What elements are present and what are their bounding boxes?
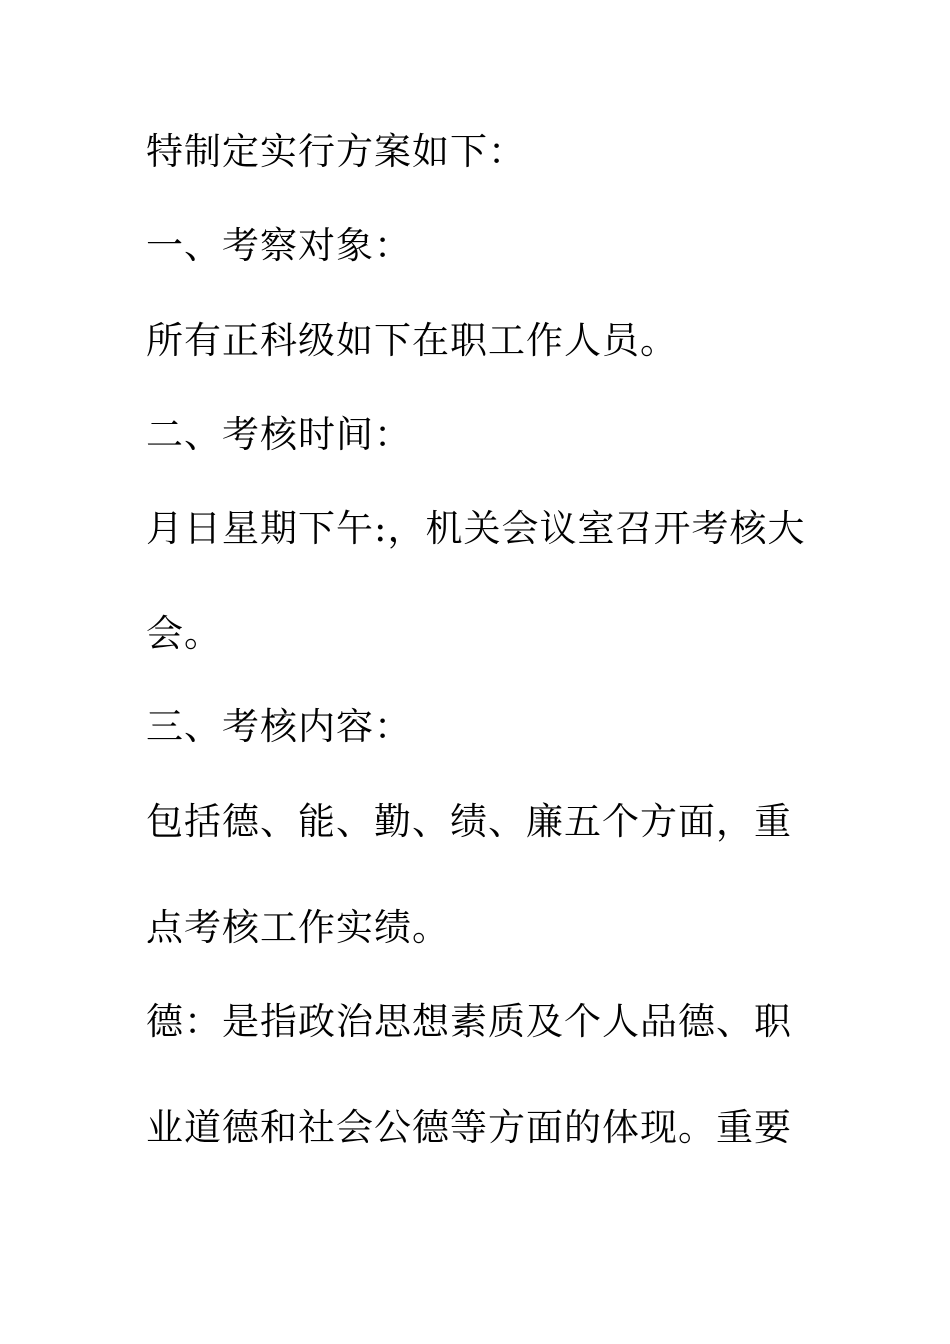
section-heading-1: 一、考察对象：	[146, 224, 412, 267]
section-heading-3: 三、考核内容：	[146, 705, 412, 748]
section-heading-2: 二、考核时间：	[146, 413, 412, 456]
section-body-2-line-2: 会。	[146, 612, 222, 655]
paragraph-de-line-1: 德：是指政治思想素质及个人品德、职	[146, 1000, 792, 1043]
section-body-3-line-2: 点考核工作实绩。	[146, 906, 450, 949]
section-body-1: 所有正科级如下在职工作人员。	[146, 319, 678, 362]
section-body-2-line-1: 月日星期下午:，机关会议室召开考核大	[146, 507, 806, 550]
intro-line: 特制定实行方案如下：	[146, 130, 526, 173]
section-body-3-line-1: 包括德、能、勤、绩、廉五个方面，重	[146, 800, 792, 843]
paragraph-de-line-2: 业道德和社会公德等方面的体现。重要	[146, 1106, 792, 1149]
